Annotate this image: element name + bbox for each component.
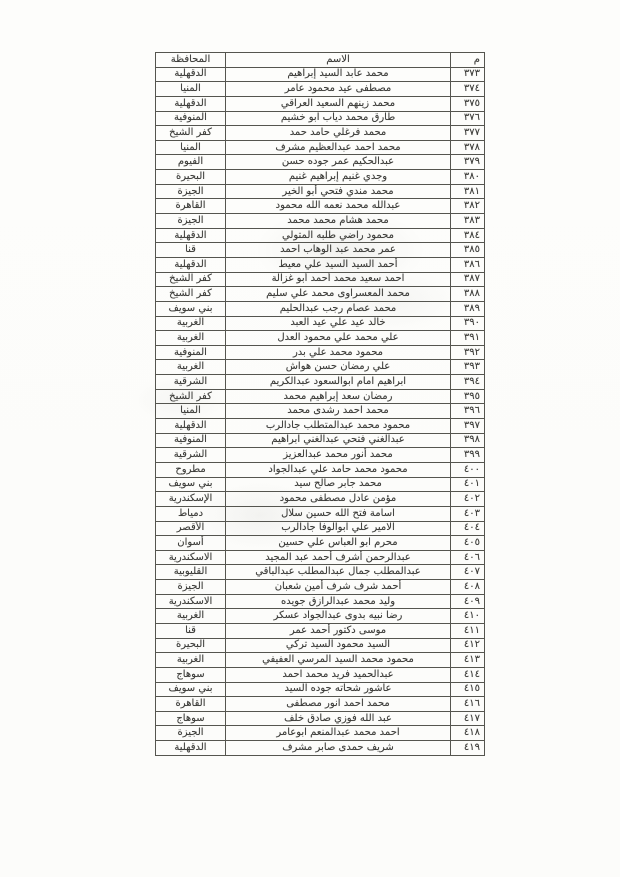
cell-governorate: كفر الشيخ bbox=[156, 389, 226, 404]
cell-name: شريف حمدى صابر مشرف bbox=[226, 741, 451, 756]
cell-governorate: كفر الشيخ bbox=[156, 287, 226, 302]
table-row bbox=[156, 82, 485, 97]
table-row bbox=[156, 623, 485, 638]
table-row bbox=[156, 67, 485, 82]
cell-name: عبدالغني فتحي عبدالغني ابراهيم bbox=[226, 433, 451, 448]
cell-name: رضا نبيه بدوى عبدالجواد عسكر bbox=[226, 609, 451, 624]
cell-governorate: أسوان bbox=[156, 536, 226, 551]
cell-governorate: الغربية bbox=[156, 331, 226, 346]
cell-governorate: المنوفية bbox=[156, 345, 226, 360]
cell-number: ٣٨٤ bbox=[451, 228, 485, 243]
cell-name: محمد احمد عبدالعظيم مشرف bbox=[226, 140, 451, 155]
cell-name: عبدالله محمد نعمه الله محمود bbox=[226, 199, 451, 214]
cell-number: ٤٠٩ bbox=[451, 594, 485, 609]
table-row bbox=[156, 111, 485, 126]
cell-name: محمود راضي طلبه المتولي bbox=[226, 228, 451, 243]
cell-governorate: الجيزة bbox=[156, 184, 226, 199]
table-row bbox=[156, 741, 485, 756]
cell-number: ٣٨٨ bbox=[451, 287, 485, 302]
cell-number: ٤١٤ bbox=[451, 667, 485, 682]
roster-table-header bbox=[156, 53, 485, 68]
header-name: الاسم bbox=[226, 53, 451, 68]
table-row bbox=[156, 506, 485, 521]
cell-name: الامير علي ابوالوفا جادالرب bbox=[226, 521, 451, 536]
header-row bbox=[156, 53, 485, 68]
cell-number: ٣٧٦ bbox=[451, 111, 485, 126]
cell-governorate: الغربية bbox=[156, 653, 226, 668]
cell-number: ٤٠٠ bbox=[451, 462, 485, 477]
cell-governorate: الإسكندرية bbox=[156, 492, 226, 507]
cell-governorate: قنا bbox=[156, 623, 226, 638]
cell-governorate: الغربية bbox=[156, 609, 226, 624]
cell-governorate: مطروح bbox=[156, 462, 226, 477]
cell-governorate: كفر الشيخ bbox=[156, 272, 226, 287]
cell-governorate: الاسكندرية bbox=[156, 594, 226, 609]
table-row bbox=[156, 462, 485, 477]
cell-name: عاشور شحاته جوده السيد bbox=[226, 682, 451, 697]
table-row bbox=[156, 243, 485, 258]
table-row bbox=[156, 580, 485, 595]
table-row bbox=[156, 550, 485, 565]
cell-number: ٣٧٣ bbox=[451, 67, 485, 82]
table-row bbox=[156, 609, 485, 624]
cell-name: محمد أنور محمد عبدالعزيز bbox=[226, 448, 451, 463]
cell-number: ٣٨٠ bbox=[451, 170, 485, 185]
cell-governorate: الدقهلية bbox=[156, 96, 226, 111]
cell-name: محمد فرغلي حامد حمد bbox=[226, 126, 451, 141]
table-row bbox=[156, 477, 485, 492]
cell-number: ٣٨٧ bbox=[451, 272, 485, 287]
cell-name: أحمد شرف شرف أمين شعبان bbox=[226, 580, 451, 595]
cell-name: محمد عابد السيد إبراهيم bbox=[226, 67, 451, 82]
cell-name: محمود محمد السيد المرسي العفيفي bbox=[226, 653, 451, 668]
table-row bbox=[156, 404, 485, 419]
cell-number: ٣٩٩ bbox=[451, 448, 485, 463]
cell-number: ٣٧٩ bbox=[451, 155, 485, 170]
cell-number: ٤١٨ bbox=[451, 726, 485, 741]
cell-governorate: قنا bbox=[156, 243, 226, 258]
table-row bbox=[156, 331, 485, 346]
cell-governorate: الجيزة bbox=[156, 214, 226, 229]
cell-number: ٣٨١ bbox=[451, 184, 485, 199]
cell-name: محمد المعسراوى محمد علي سليم bbox=[226, 287, 451, 302]
cell-name: عبد الله فوزي صادق خلف bbox=[226, 711, 451, 726]
cell-name: موسى دكتور أحمد عمر bbox=[226, 623, 451, 638]
table-row bbox=[156, 126, 485, 141]
cell-number: ٣٩١ bbox=[451, 331, 485, 346]
cell-name: محمد جابر صالح سيد bbox=[226, 477, 451, 492]
cell-governorate: الدقهلية bbox=[156, 67, 226, 82]
cell-number: ٣٩٠ bbox=[451, 316, 485, 331]
cell-number: ٣٩٤ bbox=[451, 375, 485, 390]
table-row bbox=[156, 448, 485, 463]
cell-name: وجدي غنيم إبراهيم غنيم bbox=[226, 170, 451, 185]
table-row bbox=[156, 214, 485, 229]
cell-name: ابراهيم امام ابوالسعود عبدالكريم bbox=[226, 375, 451, 390]
cell-governorate: المنيا bbox=[156, 404, 226, 419]
cell-name: رمضان سعد إبراهيم محمد bbox=[226, 389, 451, 404]
cell-name: محمد احمد رشدى محمد bbox=[226, 404, 451, 419]
cell-governorate: الشرقية bbox=[156, 448, 226, 463]
cell-name: عبدالحكيم عمر جوده حسن bbox=[226, 155, 451, 170]
cell-name: محمد مندي فتحي أبو الخير bbox=[226, 184, 451, 199]
cell-number: ٣٧٨ bbox=[451, 140, 485, 155]
table-row bbox=[156, 140, 485, 155]
cell-governorate: الدقهلية bbox=[156, 419, 226, 434]
table-row bbox=[156, 682, 485, 697]
cell-governorate: الغربية bbox=[156, 360, 226, 375]
cell-governorate: المنوفية bbox=[156, 111, 226, 126]
cell-number: ٣٩٢ bbox=[451, 345, 485, 360]
cell-number: ٤١٠ bbox=[451, 609, 485, 624]
cell-number: ٤٠٤ bbox=[451, 521, 485, 536]
cell-number: ٤١٦ bbox=[451, 697, 485, 712]
cell-number: ٣٨٥ bbox=[451, 243, 485, 258]
cell-number: ٣٩٦ bbox=[451, 404, 485, 419]
cell-governorate: سوهاج bbox=[156, 667, 226, 682]
cell-governorate: الدقهلية bbox=[156, 257, 226, 272]
cell-name: محمد هشام محمد محمد bbox=[226, 214, 451, 229]
cell-name: محرم ابو العباس علي حسين bbox=[226, 536, 451, 551]
table-row bbox=[156, 257, 485, 272]
table-row bbox=[156, 96, 485, 111]
cell-name: أحمد السيد السيد علي معيط bbox=[226, 257, 451, 272]
table-row bbox=[156, 272, 485, 287]
cell-number: ٣٧٧ bbox=[451, 126, 485, 141]
table-row bbox=[156, 711, 485, 726]
table-row bbox=[156, 287, 485, 302]
cell-name: محمد زينهم السعيد العراقي bbox=[226, 96, 451, 111]
table-row bbox=[156, 433, 485, 448]
cell-governorate: الجيزة bbox=[156, 580, 226, 595]
cell-number: ٣٩٥ bbox=[451, 389, 485, 404]
cell-number: ٤٠١ bbox=[451, 477, 485, 492]
cell-governorate: الشرقية bbox=[156, 375, 226, 390]
cell-number: ٣٩٨ bbox=[451, 433, 485, 448]
cell-number: ٣٨٣ bbox=[451, 214, 485, 229]
table-row bbox=[156, 360, 485, 375]
cell-name: احمد محمد عبدالمنعم ابوعامر bbox=[226, 726, 451, 741]
cell-name: مؤمن عادل مصطفى محمود bbox=[226, 492, 451, 507]
table-row bbox=[156, 316, 485, 331]
cell-governorate: بني سويف bbox=[156, 682, 226, 697]
header-number: م bbox=[451, 53, 485, 68]
table-row bbox=[156, 389, 485, 404]
cell-name: محمود محمد عبدالمتطلب جادالرب bbox=[226, 419, 451, 434]
cell-governorate: الفيوم bbox=[156, 155, 226, 170]
cell-number: ٤٠٧ bbox=[451, 565, 485, 580]
cell-name: محمد احمد انور مصطفى bbox=[226, 697, 451, 712]
cell-governorate: القاهرة bbox=[156, 199, 226, 214]
cell-name: محمد عصام رجب عبدالحليم bbox=[226, 301, 451, 316]
cell-number: ٤١١ bbox=[451, 623, 485, 638]
cell-number: ٣٩٣ bbox=[451, 360, 485, 375]
cell-number: ٤١٩ bbox=[451, 741, 485, 756]
cell-number: ٤٠٢ bbox=[451, 492, 485, 507]
cell-name: عبدالرحمن أشرف أحمد عبد المجيد bbox=[226, 550, 451, 565]
cell-governorate: البحيرة bbox=[156, 170, 226, 185]
cell-governorate: المنيا bbox=[156, 82, 226, 97]
table-row bbox=[156, 653, 485, 668]
cell-number: ٤١٥ bbox=[451, 682, 485, 697]
table-row bbox=[156, 419, 485, 434]
roster-table bbox=[155, 52, 485, 756]
table-row bbox=[156, 170, 485, 185]
table-row bbox=[156, 155, 485, 170]
table-row bbox=[156, 536, 485, 551]
cell-name: عمر محمد عبد الوهاب احمد bbox=[226, 243, 451, 258]
table-row bbox=[156, 594, 485, 609]
table-row bbox=[156, 301, 485, 316]
cell-governorate: سوهاج bbox=[156, 711, 226, 726]
table-row bbox=[156, 638, 485, 653]
table-row bbox=[156, 565, 485, 580]
table-row bbox=[156, 667, 485, 682]
cell-name: عبدالمطلب جمال عبدالمطلب عبدالباقي bbox=[226, 565, 451, 580]
cell-number: ٣٧٤ bbox=[451, 82, 485, 97]
table-row bbox=[156, 492, 485, 507]
cell-number: ٤١٢ bbox=[451, 638, 485, 653]
cell-governorate: الأقصر bbox=[156, 521, 226, 536]
cell-name: طارق محمد دياب ابو خشيم bbox=[226, 111, 451, 126]
cell-name: خالد عيد علي عيد العبد bbox=[226, 316, 451, 331]
cell-governorate: الجيزة bbox=[156, 726, 226, 741]
table-row bbox=[156, 697, 485, 712]
cell-governorate: القليوبية bbox=[156, 565, 226, 580]
cell-governorate: الاسكندرية bbox=[156, 550, 226, 565]
cell-governorate: القاهرة bbox=[156, 697, 226, 712]
cell-number: ٤٠٨ bbox=[451, 580, 485, 595]
cell-name: عبدالحميد فريد محمد احمد bbox=[226, 667, 451, 682]
cell-governorate: بني سويف bbox=[156, 301, 226, 316]
cell-name: علي محمد علي محمود العدل bbox=[226, 331, 451, 346]
cell-governorate: البحيرة bbox=[156, 638, 226, 653]
table-row bbox=[156, 184, 485, 199]
cell-name: مصطفى عيد محمود عامر bbox=[226, 82, 451, 97]
cell-name: اسامة فتح الله حسين سلال bbox=[226, 506, 451, 521]
cell-number: ٤٠٣ bbox=[451, 506, 485, 521]
cell-number: ٤٠٥ bbox=[451, 536, 485, 551]
cell-number: ٣٨٢ bbox=[451, 199, 485, 214]
cell-number: ٤١٧ bbox=[451, 711, 485, 726]
table-row bbox=[156, 375, 485, 390]
cell-governorate: المنوفية bbox=[156, 433, 226, 448]
cell-number: ٣٨٩ bbox=[451, 301, 485, 316]
cell-name: علي رمضان حسن هواش bbox=[226, 360, 451, 375]
cell-governorate: الغربية bbox=[156, 316, 226, 331]
header-governorate: المحافظة bbox=[156, 53, 226, 68]
cell-name: السيد محمود السيد تركي bbox=[226, 638, 451, 653]
cell-number: ٣٨٦ bbox=[451, 257, 485, 272]
table-row bbox=[156, 228, 485, 243]
table-row bbox=[156, 726, 485, 741]
cell-name: وليد محمد عبدالرازق جويده bbox=[226, 594, 451, 609]
cell-number: ٣٧٥ bbox=[451, 96, 485, 111]
table-row bbox=[156, 521, 485, 536]
cell-name: احمد سعيد محمد أحمد أبو غزالة bbox=[226, 272, 451, 287]
cell-governorate: المنيا bbox=[156, 140, 226, 155]
table-row bbox=[156, 199, 485, 214]
cell-governorate: الدقهلية bbox=[156, 741, 226, 756]
cell-governorate: دمياط bbox=[156, 506, 226, 521]
cell-number: ٤١٣ bbox=[451, 653, 485, 668]
cell-number: ٤٠٦ bbox=[451, 550, 485, 565]
cell-number: ٣٩٧ bbox=[451, 419, 485, 434]
table-row bbox=[156, 345, 485, 360]
cell-governorate: كفر الشيخ bbox=[156, 126, 226, 141]
cell-governorate: الدقهلية bbox=[156, 228, 226, 243]
table-body bbox=[156, 67, 485, 755]
cell-governorate: بني سويف bbox=[156, 477, 226, 492]
cell-name: محمود محمد علي بدر bbox=[226, 345, 451, 360]
cell-name: محمود محمد حامد علي عبدالجواد bbox=[226, 462, 451, 477]
